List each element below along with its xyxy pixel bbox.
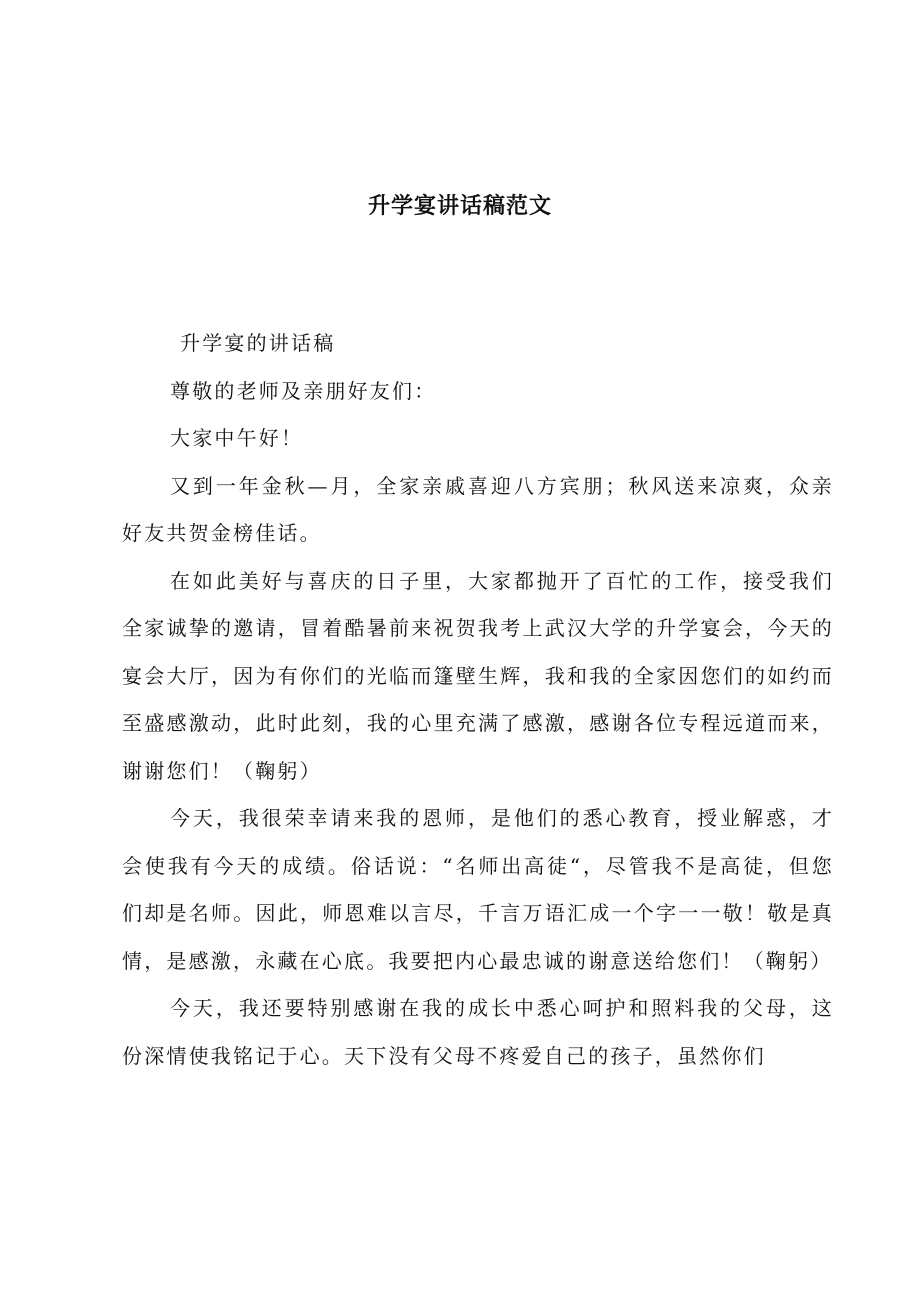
paragraph-thanks-guests: 在如此美好与喜庆的日子里，大家都抛开了百忙的工作，接受我们全家诚挚的邀请，冒着酷暑前来祝贺我考上武汉大学的升学宴会，今天的宴会大厅，因为有你们的光临而篷壁生辉，我和我的全家因您们的如约而至盛感激动，此时此刻，我的心里充满了感激，感谢各位专程远道而来，谢谢您们！（鞠躬） [122, 568, 834, 783]
greeting-line: 大家中午好！ [170, 426, 304, 450]
document-title: 升学宴讲话稿范文 [367, 192, 552, 219]
paragraph-autumn: 又到一年金秋—月，全家亲戚喜迎八方宾朋；秋风送来凉爽，众亲好友共贺金榜佳话。 [122, 473, 834, 545]
document-body [122, 320, 834, 1080]
paragraph-thanks-teachers: 今天，我很荣幸请来我的恩师，是他们的悉心教育，授业解惑，才会使我有今天的成绩。俗话说：“名师出高徒“，尽管我不是高徒，但您们却是名师。因此，师恩难以言尽，千言万语汇成一个字一一敬！敬是真情，是感激，永藏在心底。我要把内心最忠诚的谢意送给您们！（鞠躬） [122, 806, 834, 973]
greeting-salutation: 尊敬的老师及亲朋好友们： [170, 378, 437, 403]
speech-subtitle: 升学宴的讲话稿 [180, 331, 336, 355]
paragraph-thanks-parents: 今天，我还要特别感谢在我的成长中悉心呵护和照料我的父母，这份深情使我铭记于心。天下没有父母不疼爱自己的孩子，虽然你们 [122, 996, 834, 1068]
